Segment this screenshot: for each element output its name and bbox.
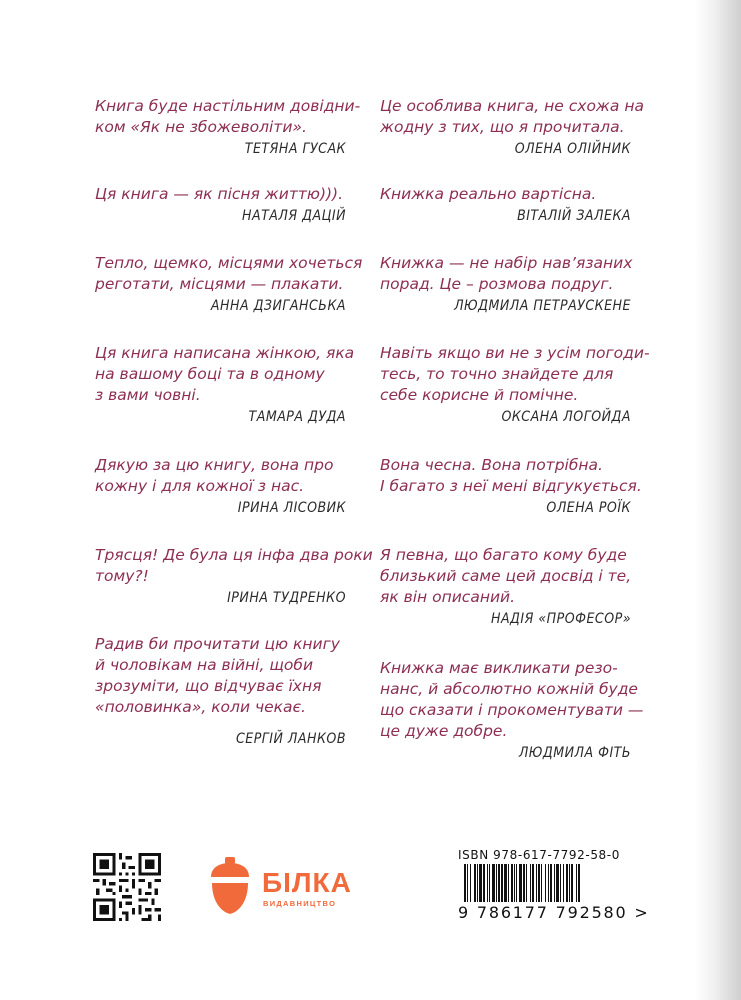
barcode-digits: 9 786177 792580 > [458,903,650,922]
quote-line: Навіть якщо ви не з усім погоди- [380,344,650,362]
quote-author: ОЛЕНА ОЛІЙНИК [514,141,631,157]
quote-line: що сказати і прокоментувати — [380,701,644,719]
quote-author: ТАМАРА ДУДА [248,409,346,425]
quote-line: себе корисне й помічне. [380,386,579,404]
quote-author: ЛЮДМИЛА ПЕТРАУСКЕНЕ [454,298,631,314]
publisher-name: БІЛКА [262,867,352,898]
quote-2 [380,96,644,138]
spine-shadow [695,0,741,1000]
quote-author: АННА ДЗИГАНСЬКА [210,298,346,314]
quote-line: зрозуміти, що відчуває їхня [95,677,322,695]
quote-line: Я певна, що багато кому буде [380,546,627,564]
quote-9 [95,455,334,497]
quote-line: близький саме цей досвід і те, [380,567,632,585]
quote-line: з вами човні. [95,386,201,404]
quote-author: СЕРГІЙ ЛАНКОВ [235,731,346,747]
quote-line: нанс, й абсолютно кожній буде [380,680,638,698]
quote-line: тесь, то точно знайдете для [380,365,614,383]
quote-author: ТЕТЯНА ГУСАК [244,141,346,157]
quote-line: Це особлива книга, не схожа на [380,97,644,115]
quote-line: Трясця! Де була ця інфа два роки [95,546,373,564]
publisher-subtitle: ВИДАВНИЦТВО [263,899,337,908]
quote-line: Дякую за цю книгу, вона про [95,456,334,474]
quote-12 [380,545,631,608]
quote-line: порад. Це – розмова подруг. [380,275,614,293]
isbn-label: ISBN 978-617-7792-58-0 [458,848,620,862]
quote-6 [380,253,632,295]
publisher-logo[interactable] [205,855,355,919]
quote-line: ком «Як не збожеволіти». [95,118,307,136]
quote-author: НАДІЯ «ПРОФЕСОР» [490,611,631,627]
quote-1 [95,96,360,138]
quote-author: ЛЮДМИЛА ФІТЬ [518,745,631,761]
quote-7 [95,343,354,406]
quote-line: «половинка», коли чекає. [95,698,306,716]
quote-line: кожну і для кожної з нас. [95,477,305,495]
quote-author: ВІТАЛІЙ ЗАЛЕКА [517,208,631,224]
quote-line: Книжка має викликати резо- [380,659,618,677]
quote-3 [95,184,343,205]
quote-line: І багато з неї мені відгукується. [380,477,642,495]
quote-line: на вашому боці та в одному [95,365,325,383]
quote-author: ІРИНА ЛІСОВИК [237,500,346,516]
quote-13 [95,634,340,718]
quote-line: Ця книга написана жінкою, яка [95,344,355,362]
quote-line: жодну з тих, що я прочитала. [380,118,625,136]
quote-11 [95,545,373,587]
quote-line: реготати, місцями — плакати. [95,275,344,293]
quote-line: Книжка — не набір нав’язаних [380,254,633,272]
quote-10 [380,455,642,497]
qr-code[interactable] [93,853,161,921]
quote-line: це дуже добре. [380,722,508,740]
quote-line: Книжка реально вартісна. [380,185,597,203]
quote-author: НАТАЛЯ ДАЦІЙ [242,208,346,224]
quote-author: ОЛЕНА РОЇК [546,500,631,516]
quote-author: ОКСАНА ЛОГОЙДА [501,409,631,425]
quote-4 [380,184,596,205]
quote-line: Радив би прочитати цю книгу [95,635,340,653]
quote-line: Книга буде настільним довідни- [95,97,361,115]
quote-line: як він описаний. [380,588,516,606]
quote-line: Тепло, щемко, місцями хочеться [95,254,363,272]
quote-author: ІРИНА ТУДРЕНКО [227,590,346,606]
quote-line: й чоловікам на війні, щоби [95,656,314,674]
quote-line: тому?! [95,567,149,585]
quote-8 [380,343,650,406]
acorn-icon [205,855,255,917]
quote-line: Ця книга — як пісня життю))). [95,185,344,203]
quote-5 [95,253,362,295]
quote-line: Вона чесна. Вона потрібна. [380,456,603,474]
barcode[interactable] [458,864,630,904]
quote-14 [380,658,643,742]
